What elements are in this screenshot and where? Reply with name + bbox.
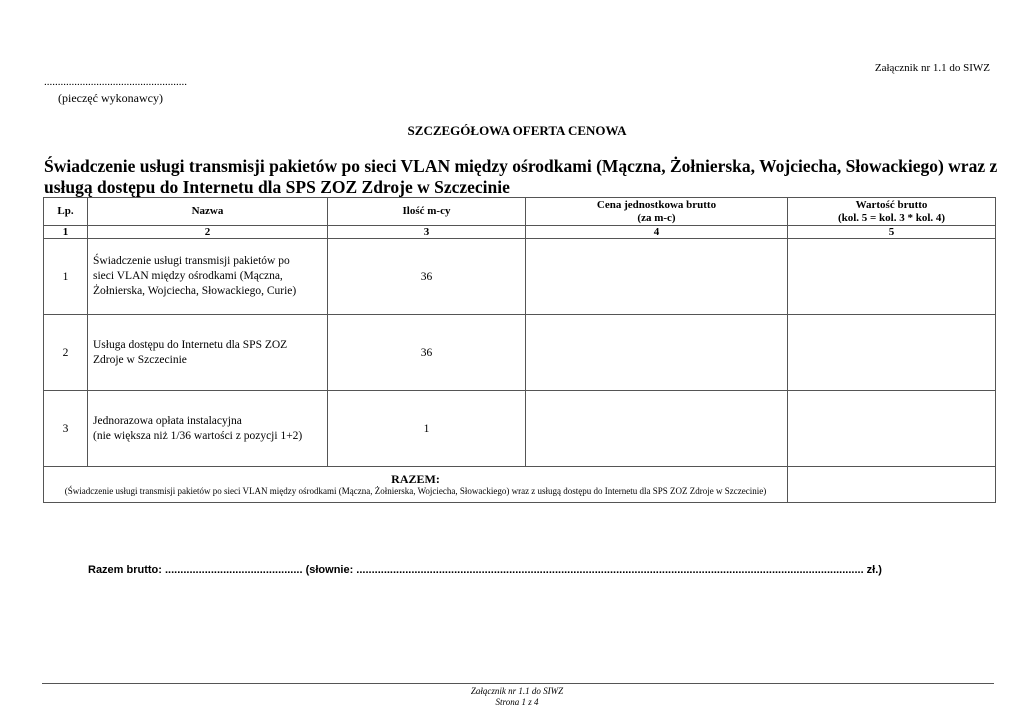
column-number: 1 — [44, 226, 88, 239]
row-unit-price-cell[interactable] — [526, 391, 788, 467]
row-quantity: 36 — [328, 315, 526, 391]
row-name-line: Zdroje w Szczecinie — [93, 353, 187, 366]
summary-total-cell[interactable] — [788, 467, 996, 503]
row-unit-price-cell[interactable] — [526, 315, 788, 391]
row-total-value-cell[interactable] — [788, 315, 996, 391]
summary-description: (Świadczenie usługi transmisji pakietów po sieci VLAN między ośrodkami (Mączna, Żołnierska, Wojciecha, Słowackiego) wraz z usługą dostępu do Internetu dla SPS ZOZ Zdroje w Szczecinie) — [64, 485, 767, 496]
table-row — [44, 315, 996, 391]
column-number: 5 — [788, 226, 996, 239]
footer-page-number: Strona 1 z 4 — [495, 697, 539, 707]
row-name-line: Żołnierska, Wojciecha, Słowackiego, Curie) — [93, 285, 297, 297]
row-total-value-cell[interactable] — [788, 391, 996, 467]
row-lp: 1 — [44, 239, 88, 315]
table-row — [44, 391, 996, 467]
total-gross-line: Razem brutto: ............................................. (słownie: ...................................................................................................................................................................... zł.) — [88, 564, 882, 576]
header-total-value-line1: Wartość brutto — [855, 198, 928, 211]
stamp-label: (pieczęć wykonawcy) — [58, 91, 163, 105]
row-name — [88, 239, 328, 315]
price-offer-table — [43, 197, 996, 503]
column-number: 2 — [88, 226, 328, 239]
footer-attachment-note: Załącznik nr 1.1 do SIWZ — [470, 686, 564, 696]
row-name — [88, 391, 328, 467]
header-unit-price — [526, 198, 788, 226]
header-lp: Lp. — [44, 198, 88, 226]
header-quantity: Ilość m-cy — [328, 198, 526, 226]
summary-label-cell — [44, 467, 788, 503]
summary-row — [44, 467, 996, 503]
document-title: Świadczenie usługi transmisji pakietów po sieci VLAN między ośrodkami (Mączna, Żołnierska, Wojciecha, Słowackiego) wraz z usługą dostępu do Internetu dla SPS ZOZ Zdroje w Szczecinie — [44, 156, 998, 197]
row-lp: 3 — [44, 391, 88, 467]
header-total-value — [788, 198, 996, 226]
row-quantity: 36 — [328, 239, 526, 315]
row-unit-price-cell[interactable] — [526, 239, 788, 315]
header-unit-price-line1: Cena jednostkowa brutto — [596, 198, 717, 211]
row-name-line: sieci VLAN między ośrodkami (Mączna, — [93, 270, 283, 282]
stamp-dotted-line: .................................................... — [44, 76, 187, 88]
footer-divider — [42, 683, 994, 684]
header-name: Nazwa — [88, 198, 328, 226]
document-heading: SZCZEGÓŁOWA OFERTA CENOWA — [407, 123, 627, 138]
column-number-row — [44, 226, 996, 239]
row-total-value-cell[interactable] — [788, 239, 996, 315]
header-total-value-line2: (kol. 5 = kol. 3 * kol. 4) — [837, 211, 946, 224]
header-unit-price-line2: (za m-c) — [637, 211, 676, 224]
table-header-row — [44, 198, 996, 226]
summary-title: RAZEM: — [391, 471, 440, 486]
row-name-line: Świadczenie usługi transmisji pakietów po — [93, 255, 290, 267]
column-number: 4 — [526, 226, 788, 239]
column-number: 3 — [328, 226, 526, 239]
row-lp: 2 — [44, 315, 88, 391]
row-name-line: (nie większa niż 1/36 wartości z pozycji 1+2) — [93, 429, 303, 442]
row-quantity: 1 — [328, 391, 526, 467]
row-name-line: Usługa dostępu do Internetu dla SPS ZOZ — [93, 338, 288, 351]
row-name-line: Jednorazowa opłata instalacyjna — [93, 414, 242, 427]
row-name — [88, 315, 328, 391]
table-row — [44, 239, 996, 315]
attachment-note: Załącznik nr 1.1 do SIWZ — [874, 62, 990, 74]
